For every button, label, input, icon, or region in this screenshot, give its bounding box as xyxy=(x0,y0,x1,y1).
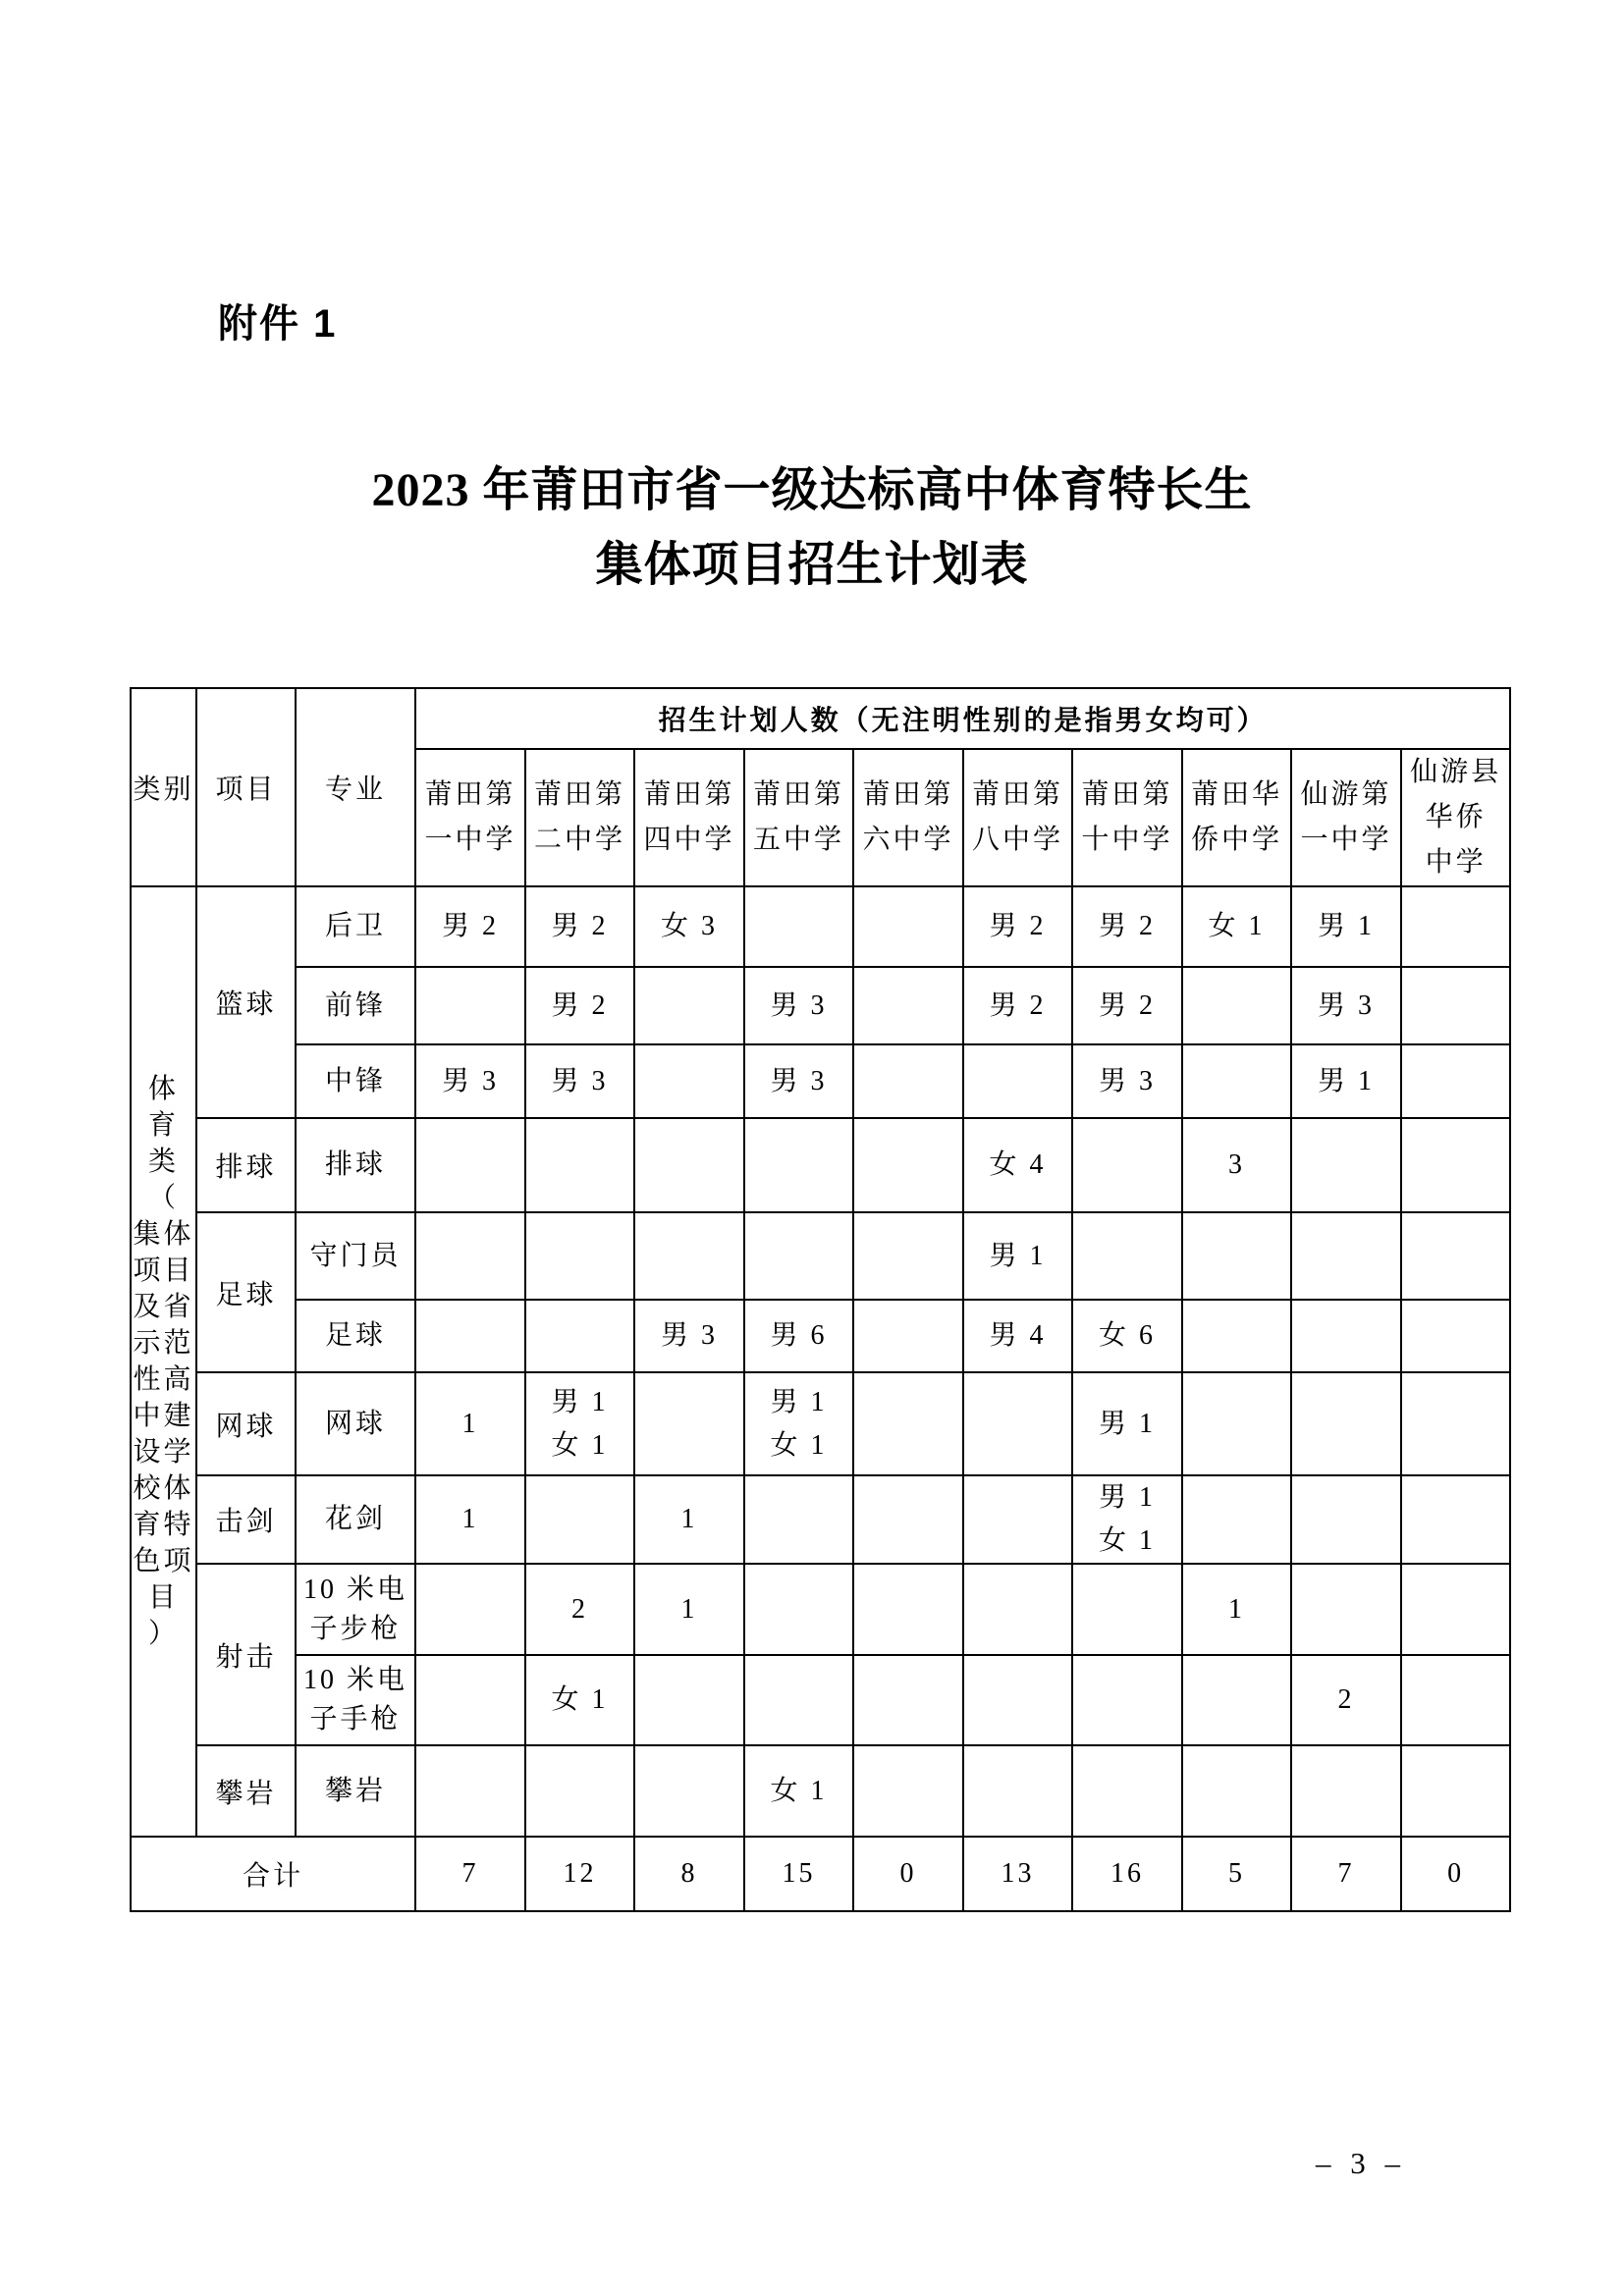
value-cell: 女 4 xyxy=(963,1118,1072,1212)
value-cell xyxy=(1182,967,1291,1044)
table-row xyxy=(131,1118,1510,1212)
value-cell: 2 xyxy=(525,1564,634,1655)
value-cell xyxy=(1401,1044,1510,1118)
value-cell: 男 1 xyxy=(1291,886,1401,967)
value-cell xyxy=(963,1655,1072,1745)
specialty-cell: 10 米电 子步枪 xyxy=(296,1564,415,1655)
specialty-cell: 攀岩 xyxy=(296,1745,415,1837)
value-cell xyxy=(1291,1372,1401,1475)
value-cell xyxy=(1182,1655,1291,1745)
value-cell xyxy=(963,1475,1072,1564)
value-cell: 女 1 xyxy=(1182,886,1291,967)
value-cell xyxy=(1291,1564,1401,1655)
value-cell xyxy=(1291,1118,1401,1212)
value-cell xyxy=(1072,1118,1182,1212)
value-cell xyxy=(1401,1745,1510,1837)
value-cell: 女 6 xyxy=(1072,1300,1182,1372)
value-cell: 1 xyxy=(634,1564,744,1655)
table-row xyxy=(131,1372,1510,1475)
value-cell xyxy=(415,1300,525,1372)
value-cell xyxy=(415,1118,525,1212)
value-cell xyxy=(415,1564,525,1655)
enrollment-plan-table-wrap xyxy=(130,687,1511,1912)
value-cell xyxy=(963,1372,1072,1475)
value-cell: 男 2 xyxy=(963,967,1072,1044)
value-cell xyxy=(963,1044,1072,1118)
value-cell xyxy=(853,1212,963,1300)
value-cell xyxy=(634,1372,744,1475)
table-row xyxy=(131,1745,1510,1837)
value-cell xyxy=(1072,1655,1182,1745)
value-cell: 1 xyxy=(634,1475,744,1564)
table-row xyxy=(131,1212,1510,1300)
value-cell xyxy=(744,1212,853,1300)
value-cell xyxy=(963,1745,1072,1837)
value-cell xyxy=(1072,1564,1182,1655)
value-cell xyxy=(963,1564,1072,1655)
value-cell xyxy=(415,967,525,1044)
value-cell xyxy=(1291,1212,1401,1300)
value-cell xyxy=(1401,1564,1510,1655)
value-cell xyxy=(1291,1300,1401,1372)
totals-value-cell: 12 xyxy=(525,1837,634,1911)
value-cell: 1 xyxy=(1182,1564,1291,1655)
value-cell xyxy=(634,967,744,1044)
project-cell-basketball: 篮球 xyxy=(196,886,296,1118)
value-cell xyxy=(1401,1372,1510,1475)
value-cell xyxy=(634,1118,744,1212)
project-cell-tennis: 网球 xyxy=(196,1372,296,1475)
attachment-label: 附件 1 xyxy=(218,302,338,346)
value-cell xyxy=(853,1564,963,1655)
value-cell xyxy=(1182,1745,1291,1837)
specialty-cell: 足球 xyxy=(296,1300,415,1372)
value-cell: 男 2 xyxy=(1072,967,1182,1044)
value-cell xyxy=(853,886,963,967)
specialty-cell: 网球 xyxy=(296,1372,415,1475)
value-cell xyxy=(1401,1475,1510,1564)
value-cell xyxy=(853,1745,963,1837)
value-cell xyxy=(415,1745,525,1837)
totals-value-cell: 0 xyxy=(853,1837,963,1911)
project-cell-volleyball: 排球 xyxy=(196,1118,296,1212)
value-cell: 女 1 xyxy=(744,1745,853,1837)
specialty-cell: 后卫 xyxy=(296,886,415,967)
value-cell: 男 3 xyxy=(1291,967,1401,1044)
value-cell xyxy=(853,1044,963,1118)
totals-label-cell: 合计 xyxy=(131,1837,415,1911)
value-cell xyxy=(634,1655,744,1745)
table-row xyxy=(131,886,1510,967)
header-cell-project: 项目 xyxy=(196,688,296,886)
table-row xyxy=(131,1475,1510,1564)
value-cell xyxy=(853,1475,963,1564)
value-cell: 男 1 女 1 xyxy=(1072,1475,1182,1564)
value-cell xyxy=(634,1212,744,1300)
totals-value-cell: 0 xyxy=(1401,1837,1510,1911)
value-cell: 2 xyxy=(1291,1655,1401,1745)
value-cell xyxy=(1182,1475,1291,1564)
header-cell-specialty: 专业 xyxy=(296,688,415,886)
header-cell-category: 类别 xyxy=(131,688,196,886)
value-cell: 男 3 xyxy=(634,1300,744,1372)
value-cell: 男 2 xyxy=(415,886,525,967)
table-row xyxy=(131,1655,1510,1745)
value-cell: 男 1 xyxy=(963,1212,1072,1300)
project-cell-shooting: 射击 xyxy=(196,1564,296,1745)
school-header-cell: 仙游第 一中学 xyxy=(1291,749,1401,886)
value-cell xyxy=(1401,1300,1510,1372)
table-row xyxy=(131,1044,1510,1118)
value-cell: 男 4 xyxy=(963,1300,1072,1372)
value-cell xyxy=(853,967,963,1044)
school-header-cell: 莆田第 一中学 xyxy=(415,749,525,886)
enrollment-plan-table xyxy=(130,687,1511,1912)
page-number: – 3 – xyxy=(1316,2146,1406,2180)
value-cell xyxy=(634,1044,744,1118)
value-cell: 1 xyxy=(415,1475,525,1564)
value-cell: 女 1 xyxy=(525,1655,634,1745)
specialty-cell: 10 米电 子手枪 xyxy=(296,1655,415,1745)
value-cell xyxy=(1401,967,1510,1044)
value-cell: 男 3 xyxy=(415,1044,525,1118)
value-cell xyxy=(525,1300,634,1372)
value-cell xyxy=(1401,1118,1510,1212)
page-title-line1: 2023 年莆田市省一级达标高中体育特长生 xyxy=(371,464,1253,516)
value-cell xyxy=(853,1372,963,1475)
project-cell-fencing: 击剑 xyxy=(196,1475,296,1564)
value-cell: 男 2 xyxy=(1072,886,1182,967)
value-cell xyxy=(1401,1655,1510,1745)
specialty-cell: 排球 xyxy=(296,1118,415,1212)
table-row xyxy=(131,1300,1510,1372)
school-header-cell: 莆田第 二中学 xyxy=(525,749,634,886)
school-header-cell: 莆田华 侨中学 xyxy=(1182,749,1291,886)
value-cell xyxy=(1072,1745,1182,1837)
value-cell xyxy=(853,1300,963,1372)
value-cell: 男 2 xyxy=(963,886,1072,967)
totals-value-cell: 16 xyxy=(1072,1837,1182,1911)
value-cell: 男 2 xyxy=(525,967,634,1044)
value-cell: 3 xyxy=(1182,1118,1291,1212)
specialty-cell: 中锋 xyxy=(296,1044,415,1118)
category-cell: 体 育 类 （ 集体 项目 及省 示范 性高 中建 设学 校体 育特 色项 目 ） xyxy=(131,886,196,1837)
value-cell xyxy=(525,1745,634,1837)
page-title-line2: 集体项目招生计划表 xyxy=(595,539,1029,591)
value-cell xyxy=(1291,1475,1401,1564)
value-cell xyxy=(744,1564,853,1655)
specialty-cell: 守门员 xyxy=(296,1212,415,1300)
value-cell xyxy=(415,1212,525,1300)
value-cell xyxy=(744,1655,853,1745)
project-cell-football: 足球 xyxy=(196,1212,296,1372)
totals-value-cell: 15 xyxy=(744,1837,853,1911)
table-row xyxy=(131,967,1510,1044)
totals-value-cell: 8 xyxy=(634,1837,744,1911)
value-cell: 男 1 女 1 xyxy=(744,1372,853,1475)
value-cell: 男 2 xyxy=(525,886,634,967)
value-cell: 男 3 xyxy=(744,1044,853,1118)
value-cell xyxy=(1401,886,1510,967)
value-cell xyxy=(1182,1372,1291,1475)
value-cell: 1 xyxy=(415,1372,525,1475)
value-cell: 男 3 xyxy=(525,1044,634,1118)
totals-row xyxy=(131,1837,1510,1911)
school-header-cell: 莆田第 五中学 xyxy=(744,749,853,886)
value-cell: 男 3 xyxy=(1072,1044,1182,1118)
value-cell: 男 1 女 1 xyxy=(525,1372,634,1475)
value-cell xyxy=(744,1118,853,1212)
value-cell xyxy=(1182,1212,1291,1300)
value-cell xyxy=(853,1655,963,1745)
value-cell xyxy=(415,1655,525,1745)
school-header-cell: 莆田第 六中学 xyxy=(853,749,963,886)
value-cell xyxy=(1072,1212,1182,1300)
value-cell: 男 3 xyxy=(744,967,853,1044)
value-cell xyxy=(1182,1300,1291,1372)
value-cell xyxy=(744,886,853,967)
value-cell xyxy=(1291,1745,1401,1837)
header-cell-plan-title: 招生计划人数（无注明性别的是指男女均可） xyxy=(415,688,1510,749)
totals-value-cell: 5 xyxy=(1182,1837,1291,1911)
value-cell xyxy=(525,1118,634,1212)
page-title xyxy=(0,454,1624,603)
header-row-plan xyxy=(131,688,1510,749)
value-cell xyxy=(853,1118,963,1212)
value-cell: 男 1 xyxy=(1291,1044,1401,1118)
specialty-cell: 前锋 xyxy=(296,967,415,1044)
totals-value-cell: 13 xyxy=(963,1837,1072,1911)
school-header-cell: 莆田第 四中学 xyxy=(634,749,744,886)
value-cell xyxy=(634,1745,744,1837)
specialty-cell: 花剑 xyxy=(296,1475,415,1564)
table-row xyxy=(131,1564,1510,1655)
value-cell xyxy=(525,1475,634,1564)
totals-value-cell: 7 xyxy=(415,1837,525,1911)
value-cell xyxy=(744,1475,853,1564)
value-cell xyxy=(1182,1044,1291,1118)
school-header-cell: 莆田第 八中学 xyxy=(963,749,1072,886)
value-cell: 男 1 xyxy=(1072,1372,1182,1475)
value-cell: 女 3 xyxy=(634,886,744,967)
project-cell-climbing: 攀岩 xyxy=(196,1745,296,1837)
totals-value-cell: 7 xyxy=(1291,1837,1401,1911)
value-cell xyxy=(1401,1212,1510,1300)
school-header-cell: 莆田第 十中学 xyxy=(1072,749,1182,886)
value-cell: 男 6 xyxy=(744,1300,853,1372)
value-cell xyxy=(525,1212,634,1300)
school-header-cell: 仙游县 华侨 中学 xyxy=(1401,749,1510,886)
